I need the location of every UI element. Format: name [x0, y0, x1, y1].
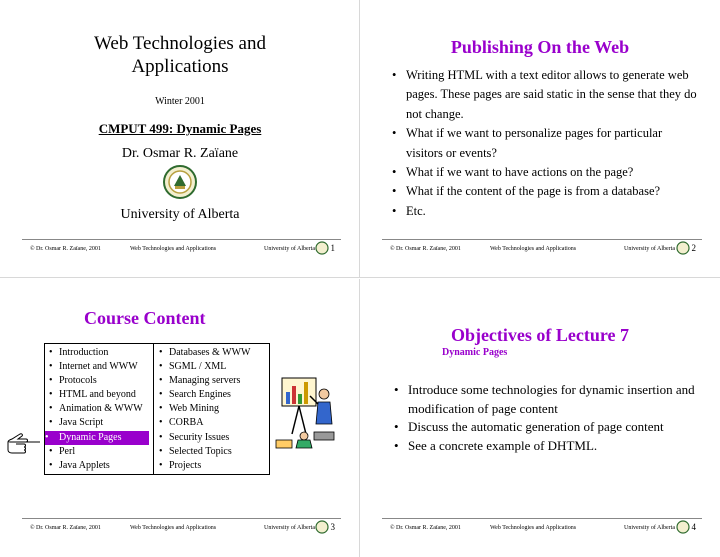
- bullet-list: [392, 66, 700, 221]
- slide-title: Course Content: [84, 308, 206, 328]
- list-item: • Java Script: [49, 416, 153, 430]
- list-item: • What if we want to personalize pages for particular visitors or events?: [392, 124, 700, 163]
- list-item: • Etc.: [392, 202, 700, 221]
- footer-copyright: © Dr. Osmar R. Zaïane, 2001: [390, 246, 461, 252]
- list-item: • Introduction: [49, 346, 153, 360]
- list-item: • Java Applets: [49, 459, 153, 473]
- footer-course: Web Technologies and Applications: [130, 246, 217, 252]
- page-number: 2: [691, 243, 696, 253]
- university-name: University of Alberta: [120, 207, 240, 222]
- author-name: Dr. Osmar R. Zaïane: [121, 146, 239, 161]
- list-item: • Selected Topics: [159, 445, 267, 459]
- slide-footer: [382, 239, 702, 256]
- list-item: • Internet and WWW: [49, 360, 153, 374]
- page-number: 4: [691, 522, 696, 532]
- course-code: CMPUT 499: Dynamic Pages: [98, 121, 262, 136]
- slide-title: Web Technologies and Applications: [94, 33, 266, 77]
- list-item: • Search Engines: [159, 388, 267, 402]
- list-item: • Writing HTML with a text editor allows to generate web pages. These pages are said static in the sense that they do not change.: [392, 66, 700, 124]
- footer-logo-icon: [315, 520, 329, 534]
- list-item: • Perl: [49, 445, 153, 459]
- footer-university: University of Alberta: [624, 525, 675, 531]
- list-item: • Web Mining: [159, 402, 267, 416]
- bullet-list: [394, 381, 700, 455]
- slide-footer: [382, 518, 702, 535]
- footer-course: Web Technologies and Applications: [490, 525, 577, 531]
- list-item: • Managing servers: [159, 374, 267, 388]
- slide-2: [360, 0, 720, 278]
- footer-copyright: © Dr. Osmar R. Zaïane, 2001: [30, 525, 101, 531]
- list-item: • See a concrete example of DHTML.: [394, 437, 700, 456]
- footer-course: Web Technologies and Applications: [490, 246, 577, 252]
- list-item: • Protocols: [49, 374, 153, 388]
- footer-logo-icon: [676, 520, 690, 534]
- list-item: • HTML and beyond: [49, 388, 153, 402]
- page-number: 1: [330, 243, 335, 253]
- list-item: • Discuss the automatic generation of page content: [394, 418, 700, 437]
- list-item-current-topic: • Dynamic Pages: [45, 431, 149, 445]
- list-item: • CORBA: [159, 416, 267, 430]
- footer-logo-icon: [315, 241, 329, 255]
- footer-logo-icon: [676, 241, 690, 255]
- list-item: • Animation & WWW: [49, 402, 153, 416]
- footer-copyright: © Dr. Osmar R. Zaïane, 2001: [30, 246, 101, 252]
- footer-university: University of Alberta: [264, 246, 315, 252]
- slide-title: Publishing On the Web: [450, 37, 630, 57]
- term-label: Winter 2001: [155, 96, 205, 107]
- list-item: • What if the content of the page is from a database?: [392, 182, 700, 201]
- right-topic-column: [159, 346, 267, 473]
- slide-4: [360, 279, 720, 557]
- list-item: • Databases & WWW: [159, 346, 267, 360]
- page-number: 3: [330, 522, 335, 532]
- slide-1: [0, 0, 360, 278]
- list-item: • SGML / XML: [159, 360, 267, 374]
- footer-copyright: © Dr. Osmar R. Zaïane, 2001: [390, 525, 461, 531]
- slide-footer: [22, 239, 341, 256]
- slide-title: Objectives of Lecture 7: [450, 325, 630, 345]
- list-item: • Projects: [159, 459, 267, 473]
- slide-subtitle: Dynamic Pages: [442, 347, 508, 358]
- university-seal-icon: [162, 164, 198, 200]
- slide-3: [0, 279, 360, 557]
- list-item: • Security Issues: [159, 431, 267, 445]
- slide-footer: [22, 518, 341, 535]
- left-topic-column: [49, 346, 153, 473]
- pointing-hand-icon: [6, 433, 42, 455]
- course-topics-table: [44, 343, 270, 475]
- list-item: • What if we want to have actions on the page?: [392, 163, 700, 182]
- presentation-clipart-icon: [274, 374, 338, 450]
- footer-university: University of Alberta: [624, 246, 675, 252]
- footer-course: Web Technologies and Applications: [130, 525, 217, 531]
- list-item: • Introduce some technologies for dynamic insertion and modification of page content: [394, 381, 700, 418]
- table-divider: [153, 344, 154, 474]
- footer-university: University of Alberta: [264, 525, 315, 531]
